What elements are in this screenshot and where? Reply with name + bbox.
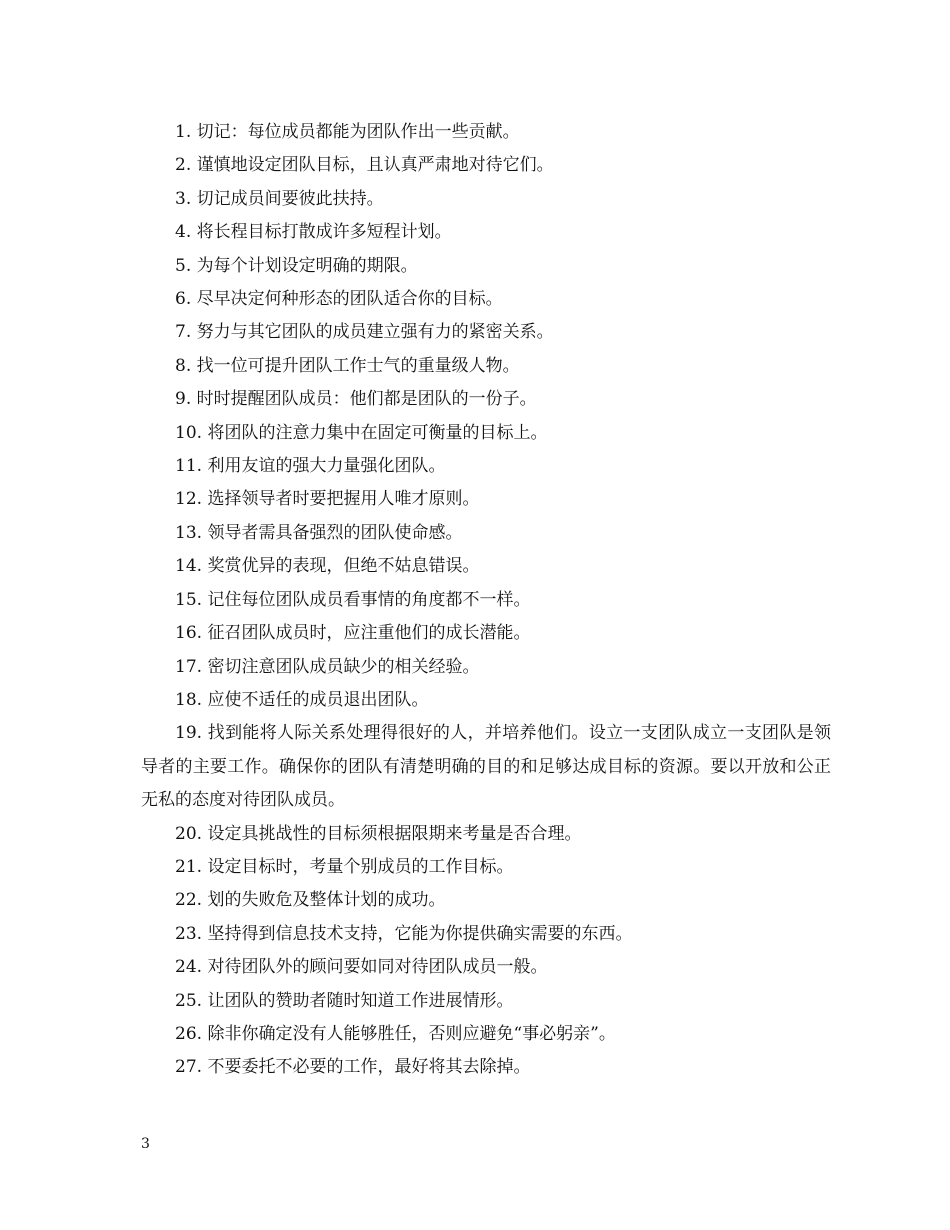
list-item-3: 3. 切记成员间要彼此扶持。	[175, 188, 384, 209]
list-item-21: 21. 设定目标时，考量个别成员的工作目标。	[175, 856, 514, 877]
list-item-7: 7. 努力与其它团队的成员建立强有力的紧密关系。	[175, 322, 554, 343]
list-item-20: 20. 设定具挑战性的目标须根据限期来考量是否合理。	[175, 823, 582, 844]
list-item-25: 25. 让团队的赞助者随时知道工作进展情形。	[175, 990, 514, 1011]
list-item-16: 16. 征召团队成员时，应注重他们的成长潜能。	[175, 623, 531, 644]
list-item-8: 8. 找一位可提升团队工作士气的重量级人物。	[175, 355, 520, 376]
list-item-22: 22. 划的失败危及整体计划的成功。	[175, 890, 446, 911]
list-item-13: 13. 领导者需具备强烈的团队使命感。	[175, 522, 463, 543]
list-item-18: 18. 应使不适任的成员退出团队。	[175, 689, 429, 710]
list-item-5: 5. 为每个计划设定明确的期限。	[175, 255, 418, 276]
list-item-2: 2. 谨慎地设定团队目标，且认真严肃地对待它们。	[175, 155, 554, 176]
list-item-12: 12. 选择领导者时要把握用人唯才原则。	[175, 489, 480, 510]
list-item-27: 27. 不要委托不必要的工作，最好将其去除掉。	[175, 1057, 531, 1078]
list-item-24: 24. 对待团队外的顾问要如同对待团队成员一般。	[175, 957, 548, 978]
list-item-1: 1. 切记：每位成员都能为团队作出一些贡献。	[175, 122, 520, 142]
list-item-23: 23. 坚持得到信息技术支持，它能为你提供确实需要的东西。	[175, 923, 633, 944]
list-item-6: 6. 尽早决定何种形态的团队适合你的目标。	[175, 289, 503, 310]
list-item-19: 19. 找到能将人际关系处理得很好的人，并培养他们。设立一支团队成立一支团队是领导者的主要工作。确保你的团队有清楚明确的目的和足够达成目标的资源。要以开放和公正无私的态度对待团队成员。	[141, 723, 831, 811]
list-item-14: 14. 奖赏优异的表现，但绝不姑息错误。	[175, 556, 480, 577]
list-item-4: 4. 将长程目标打散成许多短程计划。	[175, 222, 452, 243]
list-item-10: 10. 将团队的注意力集中在固定可衡量的目标上。	[175, 422, 548, 443]
list-item-15: 15. 记住每位团队成员看事情的角度都不一样。	[175, 589, 531, 610]
list-item-26: 26. 除非你确定没有人能够胜任，否则应避免“事必躬亲”。	[175, 1023, 616, 1044]
document-body	[141, 116, 831, 1085]
list-item-9: 9. 时时提醒团队成员：他们都是团队的一份子。	[175, 389, 537, 410]
page-number: 3	[141, 1136, 150, 1152]
list-item-17: 17. 密切注意团队成员缺少的相关经验。	[175, 656, 480, 677]
list-item-11: 11. 利用友谊的强大力量强化团队。	[175, 456, 446, 477]
